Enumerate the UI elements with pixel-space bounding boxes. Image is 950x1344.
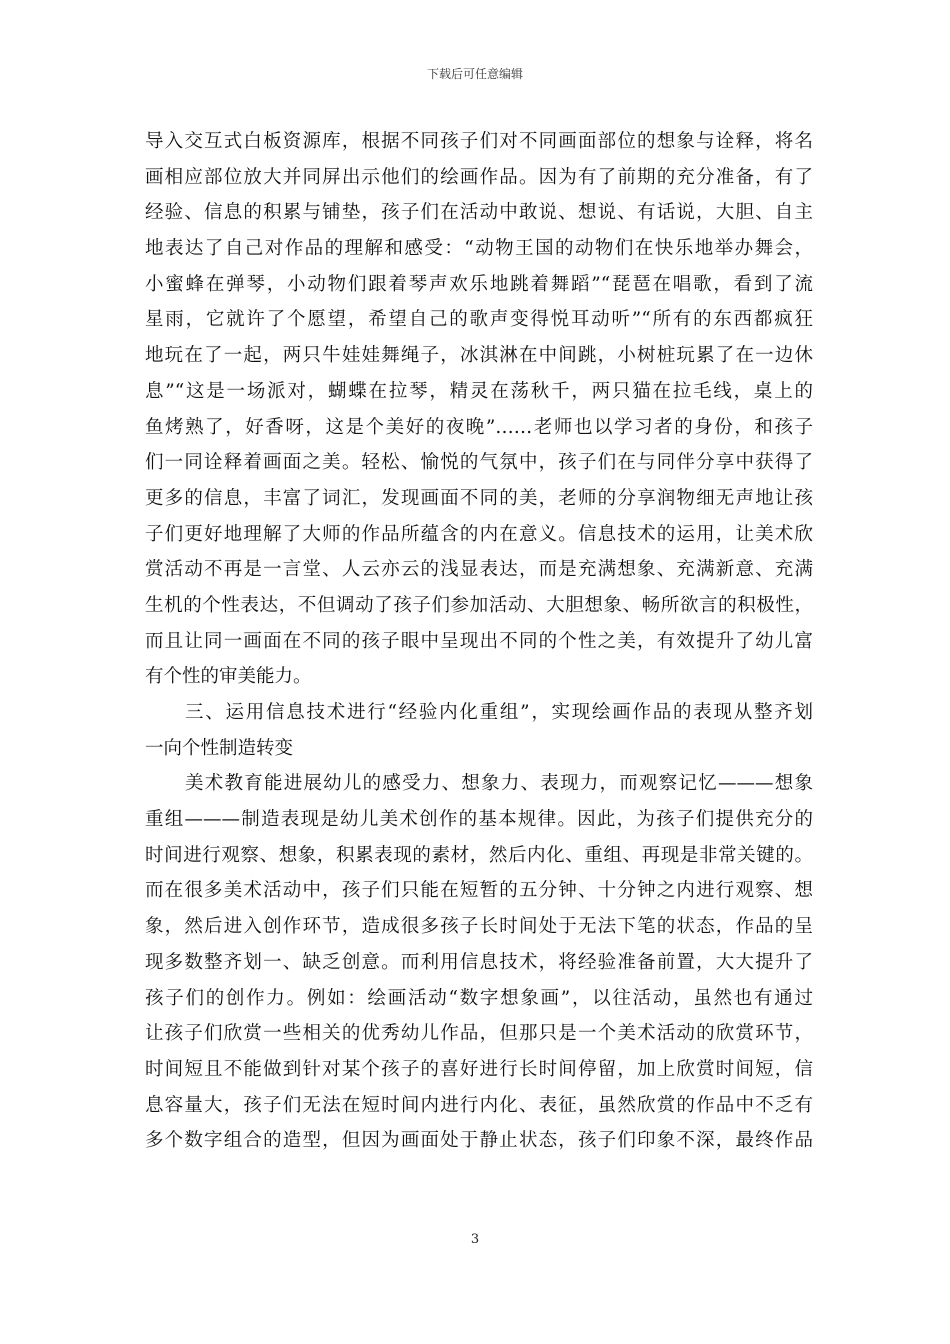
- text-line: 画相应部位放大并同屏出示他们的绘画作品。因为有了前期的充分准备，有了: [145, 166, 813, 188]
- text-line: 一向个性制造转变: [145, 737, 294, 759]
- page-header: 下载后可任意编辑: [426, 67, 523, 81]
- text-line: 们一同诠释着画面之美。轻松、愉悦的气氛中，孩子们在与同伴分享中获得了: [145, 452, 813, 474]
- text-line: 时间进行观察、想象，积累表现的素材，然后内化、重组、再现是非常关键的。: [145, 844, 813, 866]
- text-line: 孩子们的创作力。例如：绘画活动“数字想象画”，以往活动，虽然也有通过: [145, 987, 813, 1009]
- text-line: 更多的信息，丰富了词汇，发现画面不同的美，老师的分享润物细无声地让孩: [145, 487, 813, 509]
- text-line: 导入交互式白板资源库，根据不同孩子们对不同画面部位的想象与诠释，将名: [145, 131, 813, 152]
- text-line: 象，然后进入创作环节，造成很多孩子长时间处于无法下笔的状态，作品的呈: [145, 916, 813, 938]
- text-line: 子们更好地理解了大师的作品所蕴含的内在意义。信息技术的运用，让美术欣: [145, 523, 813, 545]
- text-line: 赏活动不再是一言堂、人云亦云的浅显表达，而是充满想象、充满新意、充满: [145, 559, 813, 581]
- text-line: 经验、信息的积累与铺垫，孩子们在活动中敢说、想说、有话说，大胆、自主: [145, 202, 813, 224]
- text-line: 生机的个性表达，不但调动了孩子们参加活动、大胆想象、畅所欲言的积极性，: [145, 594, 813, 616]
- text-line: 地玩在了一起，两只牛娃娃舞绳子，冰淇淋在中间跳，小树桩玩累了在一边休: [145, 345, 813, 367]
- page-number: 3: [470, 1232, 480, 1247]
- text-line: 地表达了自己对作品的理解和感受：“动物王国的动物们在快乐地举办舞会，: [145, 238, 813, 260]
- text-line: 三、运用信息技术进行“经验内化重组”，实现绘画作品的表现从整齐划: [185, 702, 813, 723]
- text-line: 美术教育能进展幼儿的感受力、想象力、表现力，而观察记忆———想象: [185, 773, 813, 795]
- text-line: 现多数整齐划一、缺乏创意。而利用信息技术，将经验准备前置，大大提升了: [145, 951, 813, 973]
- body-text: [145, 124, 813, 1159]
- text-line: 多个数字组合的造型，但因为画面处于静止状态，孩子们印象不深，最终作品: [145, 1130, 813, 1152]
- text-line: 鱼烤熟了，好香呀，这是个美好的夜晚”……老师也以学习者的身份，和孩子: [145, 416, 813, 438]
- text-line: 息容量大，孩子们无法在短时间内进行内化、表征，虽然欣赏的作品中不乏有: [145, 1094, 813, 1116]
- text-line: 息”“这是一场派对，蝴蝶在拉琴，精灵在荡秋千，两只猫在拉毛线，桌上的: [145, 380, 813, 402]
- text-line: 星雨，它就许了个愿望，希望自己的歌声变得悦耳动听”“所有的东西都疯狂: [145, 309, 813, 331]
- text-line: 时间短且不能做到针对某个孩子的喜好进行长时间停留，加上欣赏时间短，信: [145, 1058, 813, 1080]
- text-line: 小蜜蜂在弹琴，小动物们跟着琴声欢乐地跳着舞蹈”“琵琶在唱歌，看到了流: [145, 273, 813, 295]
- text-line: 有个性的审美能力。: [145, 666, 312, 688]
- text-line: 而且让同一画面在不同的孩子眼中呈现出不同的个性之美，有效提升了幼儿富: [145, 630, 813, 652]
- text-line: 而在很多美术活动中，孩子们只能在短暂的五分钟、十分钟之内进行观察、想: [145, 880, 813, 902]
- text-line: 重组———制造表现是幼儿美术创作的基本规律。因此，为孩子们提供充分的: [145, 809, 813, 831]
- text-line: 让孩子们欣赏一些相关的优秀幼儿作品，但那只是一个美术活动的欣赏环节，: [145, 1023, 813, 1045]
